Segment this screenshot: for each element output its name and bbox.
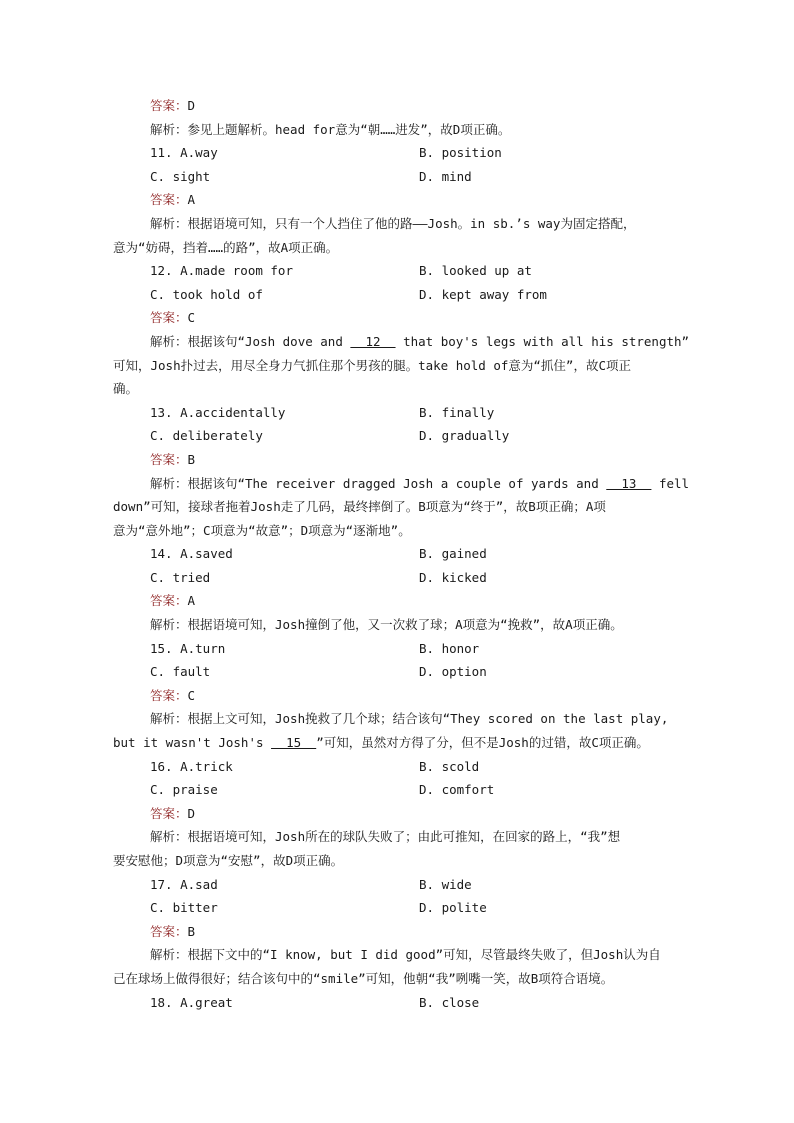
option-left: C. bitter	[150, 900, 218, 916]
option-row	[113, 542, 681, 566]
explanation-line: 意为“意外地”；C项意为“故意”；D项意为“逐渐地”。	[113, 522, 411, 538]
explanation-line: 解析：根据语境可知，Josh所在的球队失败了；由此可推知，在回家的路上，“我”想	[150, 829, 621, 845]
option-row	[113, 424, 681, 448]
option-right: B. wide	[419, 876, 472, 892]
answer-line	[113, 684, 681, 708]
option-row	[113, 896, 681, 920]
answer-value: D	[187, 98, 196, 113]
option-row	[113, 660, 681, 684]
answer-value: B	[187, 451, 196, 467]
answer-label: 答案：	[150, 687, 188, 703]
explanation-line: 解析：根据该句“The receiver dragged Josh a couple of yards and 13 fell	[150, 475, 690, 491]
option-right: B. gained	[419, 546, 487, 562]
option-left: C. took hold of	[150, 286, 263, 302]
option-left: C. fault	[150, 664, 211, 680]
option-row	[113, 141, 681, 165]
option-row	[113, 755, 681, 779]
option-right: B. finally	[419, 404, 495, 420]
option-right: D. polite	[419, 900, 487, 916]
explanation-line: 确。	[113, 381, 139, 397]
option-left: 14. A.saved	[150, 546, 233, 562]
option-row	[113, 778, 681, 802]
option-left: 11. A.way	[150, 145, 218, 161]
explanation-line: 解析：根据上文可知，Josh挽救了几个球；结合该句“They scored on the last play,	[150, 711, 669, 727]
option-right: D. option	[419, 664, 487, 680]
explanation-line: 解析：根据下文中的“I know, but I did good”可知，尽管最终失败了，但Josh认为自	[150, 947, 661, 963]
answer-label: 答案：	[150, 98, 188, 113]
option-row	[113, 991, 681, 1015]
explanation-line: down”可知，接球者拖着Josh走了几码，最终摔倒了。B项意为“终于”，故B项正确；A项	[113, 499, 606, 515]
blank-number: 13	[606, 475, 652, 491]
option-row	[113, 566, 681, 590]
explanation-line: 要安慰他；D项意为“安慰”，故D项正确。	[113, 853, 344, 868]
answer-line	[113, 188, 681, 212]
explanation-line: 解析：根据语境可知，Josh撞倒了他，又一次救了球；A项意为“挽救”，故A项正确。	[150, 617, 623, 633]
answer-label: 答案：	[150, 192, 188, 208]
document-page	[113, 94, 690, 1014]
option-right: B. looked up at	[419, 263, 532, 279]
explanation-line: 己在球场上做得很好；结合该句中的“smile”可知，他朝“我”咧嘴一笑，故B项符合语境。	[113, 970, 614, 986]
option-right: D. mind	[419, 168, 472, 184]
option-row	[113, 401, 681, 425]
explanation-line: 解析：根据该句“Josh dove and 12 that boy's legs with all his strength”	[150, 333, 690, 349]
option-right: D. comfort	[419, 782, 495, 798]
answer-line	[113, 448, 681, 472]
option-left: C. deliberately	[150, 428, 263, 444]
explanation-line: 可知，Josh扑过去，用尽全身力气抓住那个男孩的腿。take hold of意为“抓住”，故C项正	[113, 357, 631, 373]
option-left: 17. A.sad	[150, 876, 218, 892]
answer-label: 答案：	[150, 593, 188, 609]
blank-number: 12	[350, 333, 396, 349]
option-left: 13. A.accidentally	[150, 404, 286, 420]
answer-line	[113, 589, 681, 613]
answer-value: C	[187, 687, 196, 703]
answer-line	[113, 920, 681, 944]
option-right: B. honor	[419, 640, 480, 656]
answer-value: A	[187, 192, 196, 208]
option-row	[113, 165, 681, 189]
option-left: 16. A.trick	[150, 758, 233, 774]
option-left: C. sight	[150, 168, 211, 184]
explanation-line: 解析：根据语境可知，只有一个人挡住了他的路——Josh。in sb.’s way为固定搭配，	[150, 215, 636, 231]
option-row	[113, 283, 681, 307]
answer-line	[113, 94, 681, 118]
answer-value: B	[187, 923, 196, 939]
option-row	[113, 637, 681, 661]
blank-number: 15	[271, 735, 317, 751]
answer-line	[113, 306, 681, 330]
option-right: D. kept away from	[419, 286, 547, 302]
answer-label: 答案：	[150, 923, 188, 939]
option-right: B. scold	[419, 758, 480, 774]
explanation-line: but it wasn't Josh's 15 ”可知，虽然对方得了分，但不是Josh的过错，故C项正确。	[113, 735, 649, 751]
answer-line	[113, 802, 681, 826]
option-left: 18. A.great	[150, 994, 233, 1010]
option-left: C. praise	[150, 782, 218, 798]
option-row	[113, 873, 681, 897]
answer-value: A	[187, 593, 196, 609]
option-right: B. position	[419, 145, 502, 161]
option-right: B. close	[419, 994, 480, 1010]
answer-label: 答案：	[150, 310, 188, 326]
option-right: D. kicked	[419, 569, 487, 585]
option-right: D. gradually	[419, 428, 510, 444]
explanation-line: 意为“妨碍，挡着……的路”，故A项正确。	[113, 239, 339, 255]
answer-label: 答案：	[150, 805, 188, 821]
option-row	[113, 259, 681, 283]
answer-label: 答案：	[150, 451, 188, 467]
answer-value: C	[187, 310, 196, 326]
explanation-line: 解析：参见上题解析。head for意为“朝……进发”，故D项正确。	[150, 121, 511, 137]
answer-value: D	[187, 805, 196, 821]
option-left: 15. A.turn	[150, 640, 226, 656]
option-left: 12. A.made room for	[150, 263, 293, 279]
option-left: C. tried	[150, 569, 211, 585]
